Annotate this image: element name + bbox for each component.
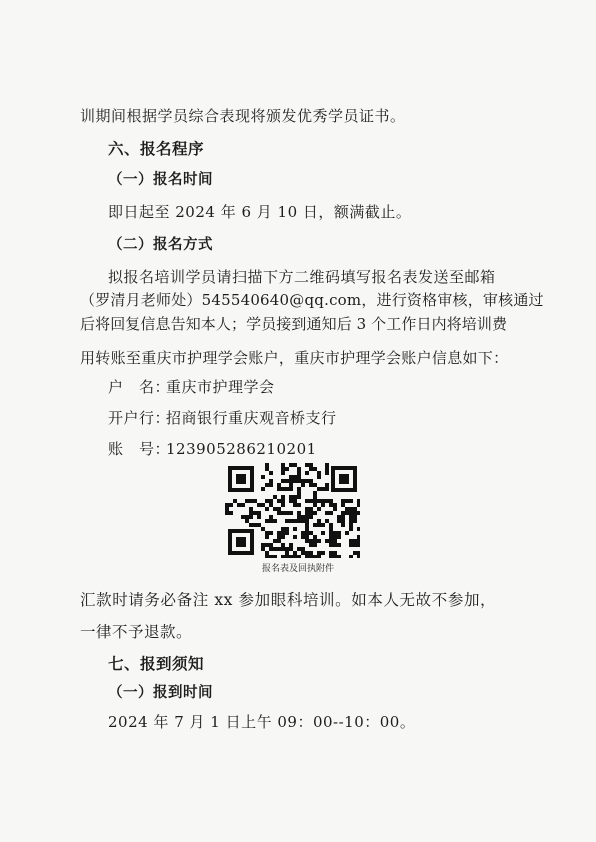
subheading-registration-time: （一）报名时间 [108, 172, 213, 188]
paragraph-line: 一律不予退款。 [80, 623, 193, 641]
paragraph-line: 2024 年 7 月 1 日上午 09：00--10：00。 [108, 713, 416, 731]
subheading-registration-method: （二）报名方式 [108, 237, 213, 253]
qr-caption: 报名表及回执附件 [261, 564, 334, 574]
paragraph-line: 即日起至 2024 年 6 月 10 日，额满截止。 [108, 203, 412, 221]
account-number-row [108, 439, 317, 459]
paragraph-line: 拟报名培训学员请扫描下方二维码填写报名表发送至邮箱 [108, 268, 496, 286]
paragraph-line: 汇款时请务必备注 xx 参加眼科培训。如本人无故不参加， [80, 591, 497, 609]
section-heading-check-in: 七、报到须知 [108, 655, 205, 673]
account-number-label: 账 号： [108, 440, 171, 458]
paragraph-line: （罗清月老师处）545540640@qq.com，进行资格审核，审核通过 [80, 291, 544, 309]
paragraph-line: 后将回复信息告知本人；学员接到通知后 3 个工作日内将培训费 [80, 315, 508, 333]
account-name-value: 重庆市护理学会 [166, 378, 275, 396]
account-name-row [108, 377, 275, 397]
paragraph-line: 训期间根据学员综合表现将颁发优秀学员证书。 [80, 107, 406, 125]
subheading-check-in-time: （一）报到时间 [108, 685, 213, 701]
account-bank-value: 招商银行重庆观音桥支行 [166, 409, 337, 427]
account-bank-label: 开户行： [108, 409, 171, 427]
section-heading-registration: 六、报名程序 [108, 140, 205, 158]
account-name-label: 户 名： [108, 378, 171, 396]
account-number-value: 123905286210201 [166, 440, 317, 458]
account-bank-row [108, 408, 337, 428]
qr-code-icon [225, 463, 360, 558]
paragraph-line: 用转账至重庆市护理学会账户，重庆市护理学会账户信息如下： [80, 349, 509, 367]
